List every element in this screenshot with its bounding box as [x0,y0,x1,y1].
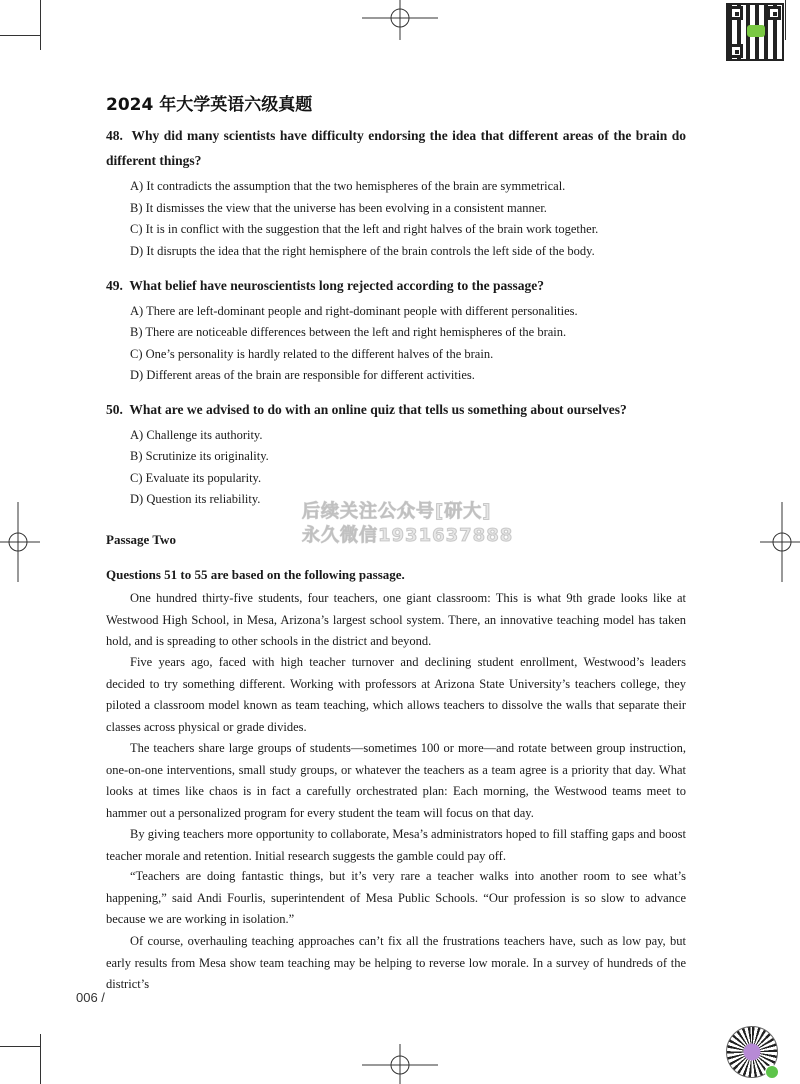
crop-mark-bottom-left-h [0,1046,40,1047]
question-48-stem [106,123,686,173]
crop-mark-bottom-left-v [40,1034,41,1084]
passage-paragraph-5: “Teachers are doing fantastic things, but it’s very rare a teacher walks into another room to see what’s happening,” said Andi Fourlis, superintendent of Mesa Public Schools. “Our profession is so slow to advance because we are working in isolation.” [106,869,686,926]
passage-paragraph-4: By giving teachers more opportunity to collaborate, Mesa’s administrators hoped to fill staffing gaps and boost teacher morale and retention. Initial research suggests the gamble could pay off. [106,827,686,863]
question-48-option-b: B) It dismisses the view that the universe has been evolving in a consistent manner. [130,201,547,215]
question-49-option-c: C) One’s personality is hardly related to the different halves of the brain. [130,347,494,361]
question-49-stem [106,273,686,298]
crop-mark-top-left-h [0,35,40,36]
question-49-option-d: D) Different areas of the brain are responsible for different activities. [130,368,475,382]
question-48-option-a: A) It contradicts the assumption that the two hemispheres of the brain are symmetrical. [130,179,566,193]
registration-mark-right [760,502,800,582]
passage-paragraph-6: Of course, overhauling teaching approaches can’t fix all the frustrations teachers have, such as low pay, but early results from Mesa show team teaching may be helping to reverse low morale. In a survey of hundreds of the district’s [106,934,686,991]
watermark [302,500,513,548]
page-number: 006 / [76,990,105,1005]
question-48-option-d: D) It disrupts the idea that the right hemisphere of the brain controls the left side of the body. [130,244,595,258]
crop-mark-top-right-v [785,0,786,40]
question-48-option-c: C) It is in conflict with the suggestion that the left and right halves of the brain work together. [130,222,599,236]
passage-instruction: Questions 51 to 55 are based on the following passage. [106,567,405,582]
question-text: Why did many scientists have difficulty endorsing the idea that different areas of the brain do different things? [106,128,686,168]
question-number: 48. [106,128,123,143]
passage-paragraph-1: One hundred thirty-five students, four teachers, one giant classroom: This is what 9th grade looks like at Westwood High School, in Mesa, Arizona’s largest school system. There, an innovative teaching model has taken hold, and is spreading to other schools in the district and beyond. [106,591,686,648]
question-text: What belief have neuroscientists long rejected according to the passage? [129,278,544,293]
mini-program-code-icon [726,1026,778,1078]
question-text: What are we advised to do with an online quiz that tells us something about ourselves? [129,402,627,417]
question-50-option-b: B) Scrutinize its originality. [130,449,269,463]
question-50-option-c: C) Evaluate its popularity. [130,471,262,485]
question-49-option-a: A) There are left-dominant people and right-dominant people with different personalities. [130,304,578,318]
passage-paragraph-3: The teachers share large groups of students—sometimes 100 or more—and rotate between group instruction, one-on-one interventions, small study groups, or whatever the teachers as a team agree is a priority that day. What looks at times like chaos is in fact a carefully orchestrated plan: Each morning, the Westwood teams meet to hammer out a personalized program for every student the team will focus on that day. [106,741,686,820]
page-header-title: 2024 年大学英语六级真题 [106,95,313,115]
watermark-line-2: 永久微信1931637888 [302,525,514,546]
question-49-option-b: B) There are noticeable differences between the left and right hemispheres of the brain. [130,325,567,339]
qr-code-icon [726,3,784,61]
question-number: 50. [106,402,123,417]
question-50-option-a: A) Challenge its authority. [130,428,263,442]
passage-label: Passage Two [106,532,176,547]
wechat-badge-icon [765,1065,779,1079]
passage-paragraph-2: Five years ago, faced with high teacher turnover and declining student enrollment, Westwood’s leaders decided to try something different. Working with professors at Arizona State University’s teachers college, they piloted a classroom model known as team teaching, which allows teachers to dissolve the walls that separate their classes across physical or grade divides. [106,655,686,734]
crop-mark-top-left-v [40,0,41,50]
question-50-stem [106,397,686,422]
question-number: 49. [106,278,123,293]
registration-mark-top [362,0,438,40]
registration-mark-bottom [362,1044,438,1084]
registration-mark-left [0,502,40,582]
question-50-option-d: D) Question its reliability. [130,492,261,506]
watermark-line-1: 后续关注公众号[研大] [302,501,492,522]
